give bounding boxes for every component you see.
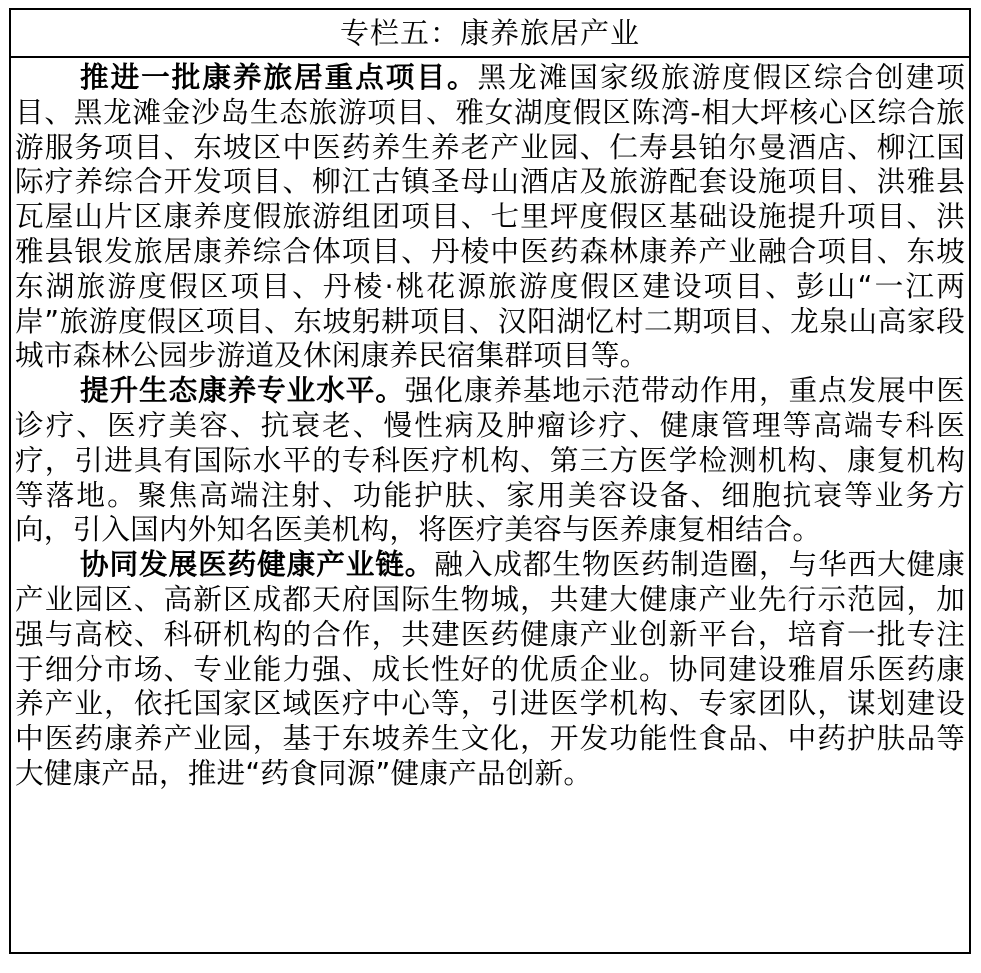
paragraph-body: 强化康养基地示范带动作用，重点发展中医诊疗、医疗美容、抗衰老、慢性病及肿瘤诊疗、健康管理等高端专科医疗，引进具有国际水平的专科医疗机构、第三方医学检测机构、康复机构等落地。聚焦高端注射、功能护肤、家用美容设备、细胞抗衰等业务方向，引入国内外知名医美机构，将医疗美容与医养康复相结合。 [15,373,965,547]
column-box [9,8,971,954]
paragraph-heading: 推进一批康养旅居重点项目。 [80,60,478,94]
paragraph-heading: 协同发展医药健康产业链。 [80,547,435,582]
paragraph-eco-wellness [15,373,965,547]
column-title: 专栏五：康养旅居产业 [11,10,969,58]
paragraph-key-projects [15,60,965,373]
paragraph-pharma-chain [15,547,965,791]
column-content [11,58,969,791]
paragraph-heading: 提升生态康养专业水平。 [80,373,405,408]
paragraph-body: 融入成都生物医药制造圈，与华西大健康产业园区、高新区成都天府国际生物城，共建大健康产业先行示范园，加强与高校、科研机构的合作，共建医药健康产业创新平台，培育一批专注于细分市场、专业能力强、成长性好的优质企业。协同建设雅眉乐医药康养产业，依托国家区域医疗中心等，引进医学机构、专家团队，谋划建设中医药康养产业园，基于东坡养生文化，开发功能性食品、中药护肤品等大健康产品，推进“药食同源”健康产品创新。 [15,547,965,790]
paragraph-body: 黑龙滩国家级旅游度假区综合创建项目、黑龙滩金沙岛生态旅游项目、雅女湖度假区陈湾-相大坪核心区综合旅游服务项目、东坡区中医药养生养老产业园、仁寿县铂尔曼酒店、柳江国际疗养综合开发项目、柳江古镇圣母山酒店及旅游配套设施项目、洪雅县瓦屋山片区康养度假旅游组团项目、七里坪度假区基础设施提升项目、洪雅县银发旅居康养综合体项目、丹棱中医药森林康养产业融合项目、东坡东湖旅游度假区项目、丹棱·桃花源旅游度假区建设项目、彭山“一江两岸”旅游度假区项目、东坡躬耕项目、汉阳湖忆村二期项目、龙泉山高家段城市森林公园步游道及休闲康养民宿集群项目等。 [15,60,966,373]
